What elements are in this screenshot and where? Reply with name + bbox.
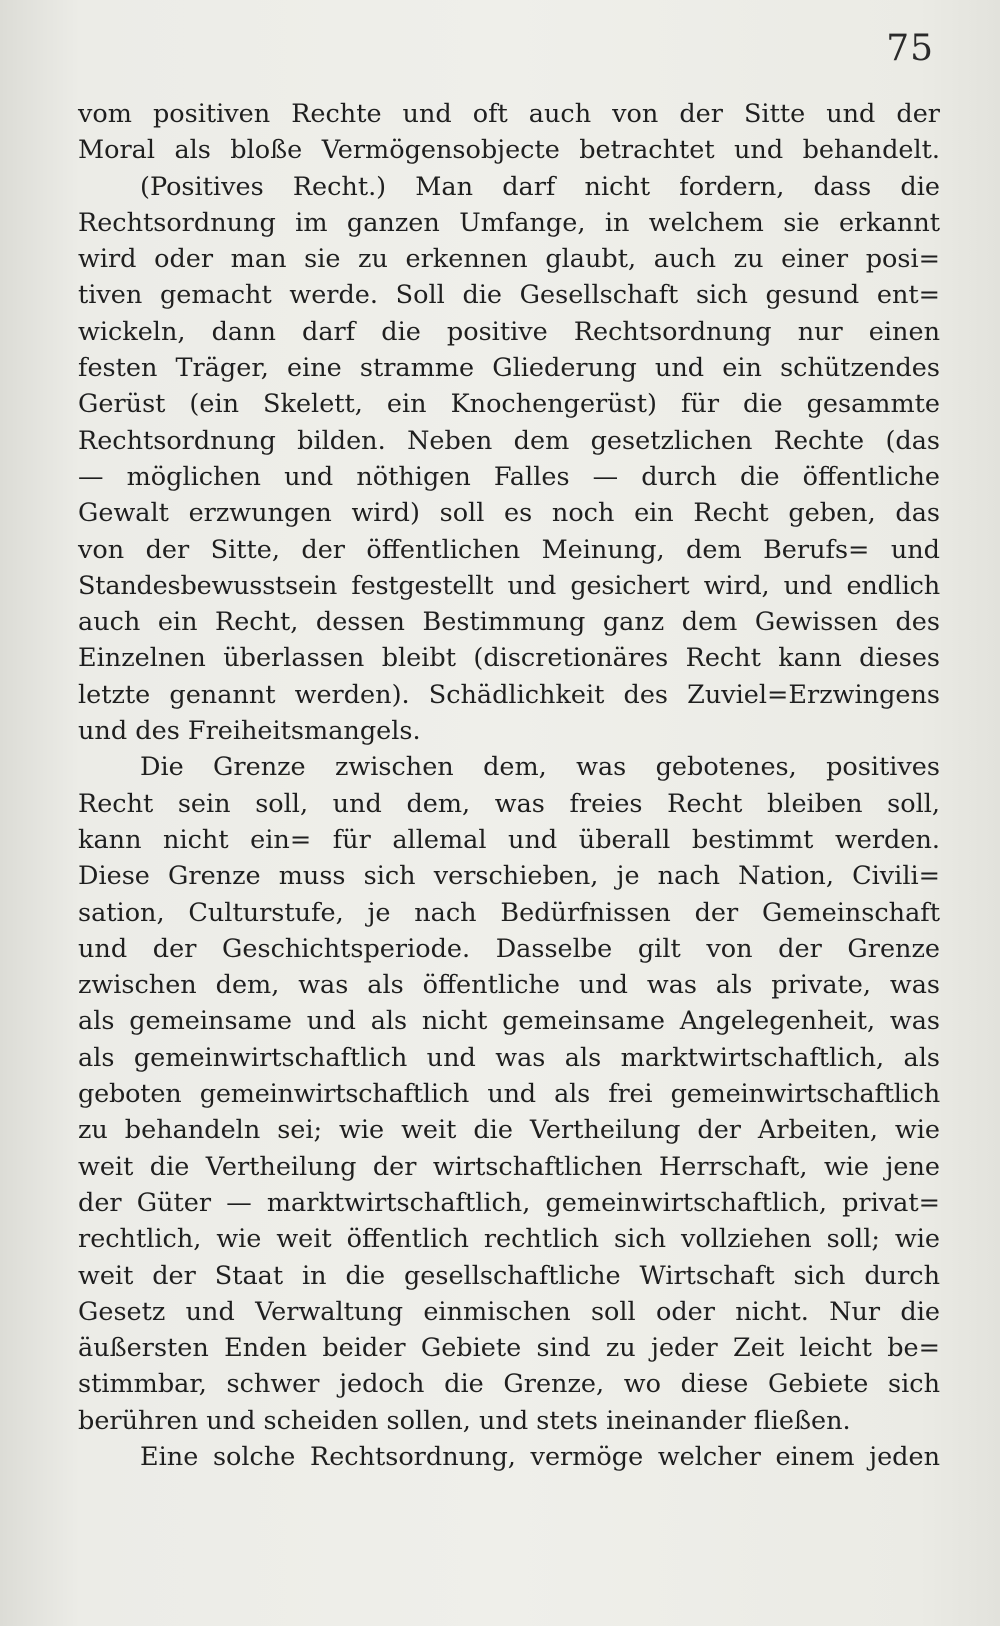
text-line: stimmbar, schwer jedoch die Grenze, wo diese Gebiete sich (78, 1369, 940, 1400)
text-line: (Positives Recht.) Man darf nicht fordern, dass die (140, 171, 940, 202)
text-line: vom positiven Rechte und oft auch von der Sitte und der (78, 99, 940, 129)
text-line: als gemeinwirtschaftlich und was als marktwirtschaftlich, als (78, 1042, 940, 1073)
text-line: und der Geschichtsperiode. Dasselbe gilt von der Grenze (78, 933, 940, 964)
text-line: berühren und scheiden sollen, und stets ineinander fließen. (78, 1405, 851, 1436)
text-line: wickeln, dann darf die positive Rechtsordnung nur einen (78, 316, 940, 347)
text-line: Moral als bloße Vermögensobjecte betrachtet und behandelt. (78, 135, 940, 166)
text-line: zwischen dem, was als öffentliche und was als private, was (78, 970, 940, 1001)
page-number: 75 (886, 28, 934, 69)
text-line: der Güter — marktwirtschaftlich, gemeinwirtschaftlich, privat= (78, 1187, 940, 1218)
text-line: tiven gemacht werde. Soll die Gesellschaft sich gesund ent= (78, 280, 940, 311)
text-line: — möglichen und nöthigen Falles — durch die öffentliche (78, 461, 940, 492)
text-line: zu behandeln sei; wie weit die Vertheilung der Arbeiten, wie (78, 1115, 940, 1146)
text-line: als gemeinsame und als nicht gemeinsame Angelegenheit, was (78, 1006, 940, 1037)
text-line: weit der Staat in die gesellschaftliche Wirtschaft sich durch (78, 1260, 940, 1291)
text-line: sation, Culturstufe, je nach Bedürfnissen der Gemeinschaft (78, 897, 940, 928)
text-line: rechtlich, wie weit öffentlich rechtlich sich vollziehen soll; wie (78, 1224, 940, 1255)
text-line: wird oder man sie zu erkennen glaubt, auch zu einer posi= (78, 244, 940, 275)
text-line: Die Grenze zwischen dem, was gebotenes, positives (140, 752, 940, 783)
text-line: Einzelnen überlassen bleibt (discretionäres Recht kann dieses (78, 643, 940, 674)
text-line: Gewalt erzwungen wird) soll es noch ein Recht geben, das (78, 498, 940, 529)
text-line: Gerüst (ein Skelett, ein Knochengerüst) für die gesammte (78, 389, 940, 420)
text-line: auch ein Recht, dessen Bestimmung ganz dem Gewissen des (78, 607, 940, 638)
body-text (78, 96, 940, 1475)
text-line: letzte genannt werden). Schädlichkeit des Zuviel=Erzwingens (78, 679, 940, 710)
text-line: Diese Grenze muss sich verschieben, je nach Nation, Civili= (78, 861, 940, 892)
text-line: festen Träger, eine stramme Gliederung und ein schützendes (78, 353, 940, 384)
text-line: Rechtsordnung im ganzen Umfange, in welchem sie erkannt (78, 207, 940, 238)
text-line: kann nicht ein= für allemal und überall bestimmt werden. (78, 824, 940, 855)
text-line: Recht sein soll, und dem, was freies Recht bleiben soll, (78, 788, 940, 819)
text-line: Standesbewusstsein festgestellt und gesichert wird, und endlich (78, 570, 940, 601)
text-line: Rechtsordnung bilden. Neben dem gesetzlichen Rechte (das (78, 425, 940, 456)
text-line: von der Sitte, der öffentlichen Meinung, dem Berufs= und (78, 534, 940, 565)
text-line: Gesetz und Verwaltung einmischen soll oder nicht. Nur die (78, 1296, 940, 1327)
text-line: geboten gemeinwirtschaftlich und als frei gemeinwirtschaftlich (78, 1079, 940, 1110)
text-line: Eine solche Rechtsordnung, vermöge welcher einem jeden (140, 1441, 940, 1472)
text-line: äußersten Enden beider Gebiete sind zu jeder Zeit leicht be= (78, 1333, 940, 1364)
text-line: weit die Vertheilung der wirtschaftlichen Herrschaft, wie jene (78, 1151, 940, 1182)
text-line: und des Freiheitsmangels. (78, 716, 421, 747)
